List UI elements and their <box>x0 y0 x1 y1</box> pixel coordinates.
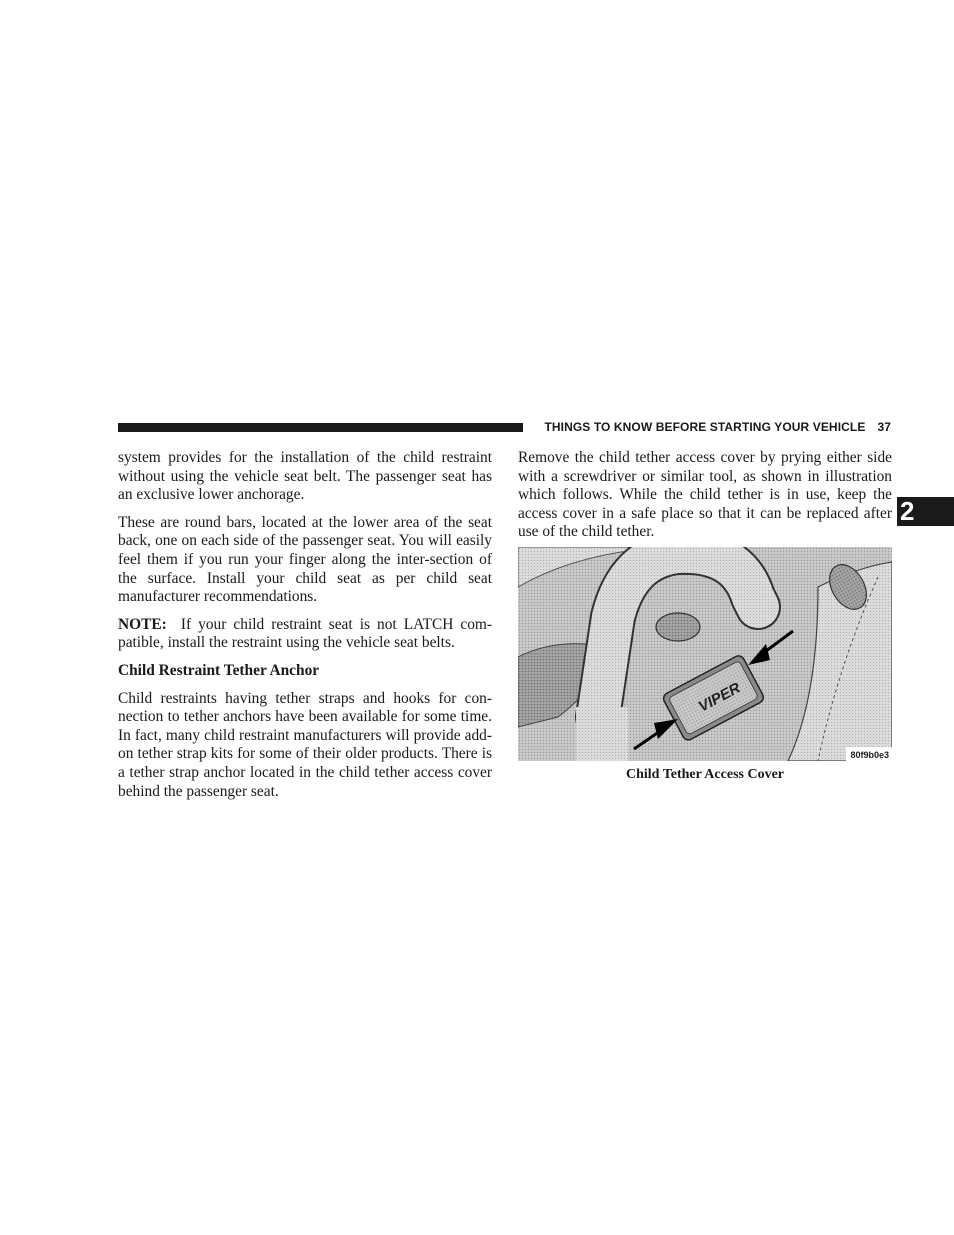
right-column <box>518 449 892 551</box>
subheading: Child Restraint Tether Anchor <box>118 661 320 679</box>
figure-caption: Child Tether Access Cover <box>625 767 784 782</box>
anchor-bar-base <box>576 707 628 761</box>
paragraph: These are round bars, located at the lower area of the seat back, one on each side of the passenger seat. You will easily feel them if you run your finger along the inter-section of the surface. Install your child seat as per child seat manufacturer recommendations. <box>118 513 492 606</box>
note <box>118 616 492 653</box>
figure-code: 80f9b0e3 <box>850 750 889 760</box>
viper-logo: VIPER <box>695 679 744 716</box>
running-header <box>533 420 891 434</box>
section-title: THINGS TO KNOW BEFORE STARTING YOUR VEHICLE <box>544 420 866 434</box>
left-column <box>118 449 492 810</box>
tether-cover-illustration <box>518 547 892 761</box>
chapter-tab: 2 <box>897 497 954 526</box>
note-text: If your child restraint seat is not LATCH com-patible, install the restraint using the vehicle seat belts. <box>118 615 492 652</box>
paragraph: Remove the child tether access cover by prying either side with a screwdriver or similar tool, as shown in illustration which follows. While the child tether is in use, keep the access cover in a safe place so that it can be replaced after use of the child tether. <box>518 449 892 541</box>
header-rule <box>118 423 523 432</box>
round-plug <box>656 613 700 641</box>
illustration-svg <box>518 547 892 761</box>
paragraph: system provides for the installation of the child restraint without using the vehicle seat belt. The passenger seat has an exclusive lower anchorage. <box>118 449 492 504</box>
page-number: 37 <box>877 420 891 434</box>
note-label: NOTE: <box>118 615 167 633</box>
paragraph: Child restraints having tether straps and hooks for con-nection to tether anchors have been available for some time. In fact, many child restraint manufacturers will provide add-on tether strap kits for some of their older products. There is a tether strap anchor located in the child tether access cover behind the passenger seat. <box>118 689 492 800</box>
